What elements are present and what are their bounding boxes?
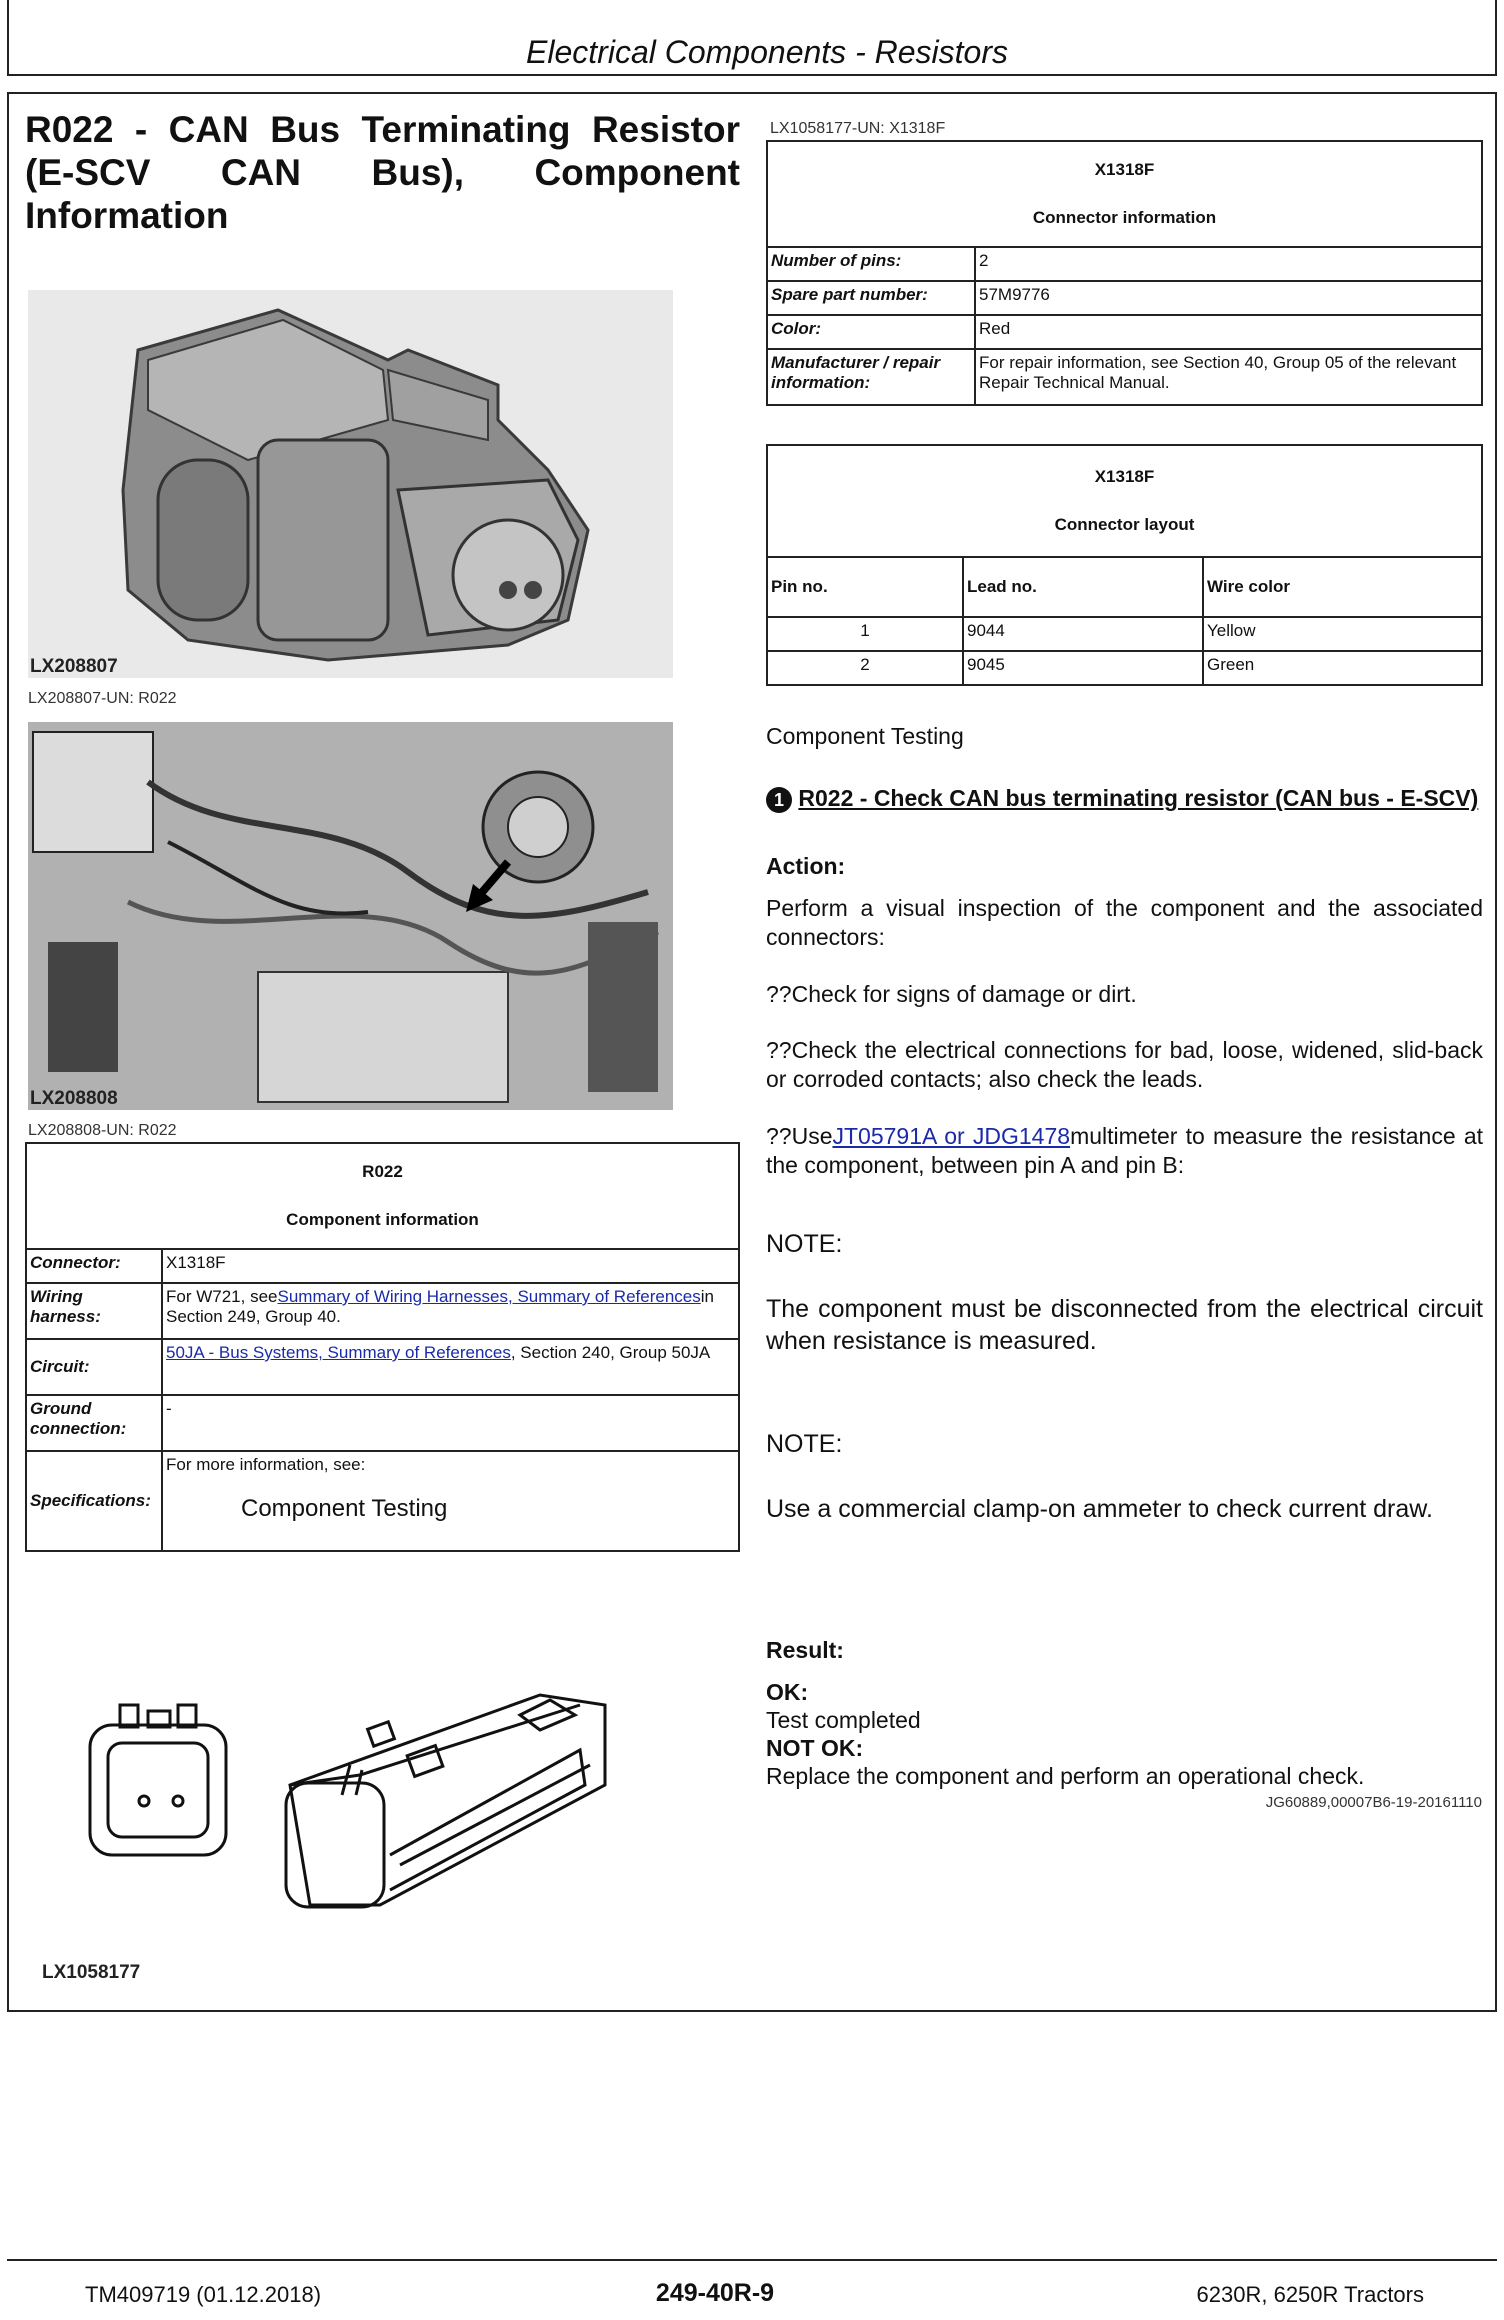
footer-manual-id: TM409719 (01.12.2018): [85, 2282, 322, 2307]
page-header: [7, 0, 1497, 76]
wire-color: Yellow: [1203, 617, 1482, 651]
figure-caption-1: LX208807-UN: R022: [28, 690, 177, 707]
spare-part-value: 57M9776: [975, 281, 1482, 315]
lead-number: 9044: [963, 617, 1203, 651]
figure-label-3: LX1058177: [42, 1962, 141, 1983]
figure-label-2: LX208808: [30, 1088, 118, 1109]
note-1-text: The component must be disconnected from the electrical circuit when resistance is measured.: [766, 1295, 1483, 1355]
column-header-lead: Lead no.: [963, 557, 1203, 617]
bullet-connections: ??Check the electrical connections for bad, loose, widened, slid-back or corroded contacts; also check the leads.: [766, 1037, 1483, 1092]
note-2-label: NOTE:: [766, 1430, 843, 1458]
ok-label: OK:: [766, 1679, 809, 1705]
connector-line-drawing: [60, 1655, 620, 1955]
wiring-harness-link[interactable]: Summary of Wiring Harnesses, Summary of References: [277, 1287, 701, 1306]
reference-code: JG60889,00007B6-19-20161110: [1265, 1794, 1482, 1811]
section-title: Electrical Components - Resistors: [526, 34, 1008, 70]
circuit-post-text: , Section 240, Group 50JA: [510, 1343, 711, 1362]
connector-table-header: [767, 141, 1482, 247]
connector-drawing-illustration: [60, 1655, 620, 1955]
pins-value: 2: [975, 247, 1482, 281]
spec-component-testing: Component Testing: [241, 1495, 448, 1522]
step-title-link[interactable]: R022 - Check CAN bus terminating resistor (CAN bus - E-SCV): [798, 785, 1479, 811]
connector-layout-table: [766, 444, 1483, 686]
action-text: Perform a visual inspection of the component and the associated connectors:: [766, 895, 1483, 950]
connector-photo: [28, 290, 673, 678]
connector-value: X1318F: [162, 1249, 739, 1283]
wiring-pre-text: For W721, see: [166, 1287, 278, 1306]
not-ok-label: NOT OK:: [766, 1735, 864, 1761]
bullet-measure-text: multimeter to measure the resistance at the component, between pin A and pin B:: [766, 1123, 1483, 1178]
layout-table-subtitle: Connector layout: [1054, 515, 1195, 534]
ground-label: Ground connection:: [26, 1395, 162, 1451]
heading-line-3: Information: [25, 195, 229, 236]
layout-table-title: X1318F: [1094, 467, 1155, 486]
spare-part-label: Spare part number:: [767, 281, 975, 315]
table-row: [767, 617, 1482, 651]
step-number-badge: 1: [766, 787, 792, 813]
wiring-label: Wiring harness:: [26, 1283, 162, 1339]
not-ok-text: Replace the component and perform an operational check.: [766, 1763, 1365, 1789]
component-table-header: [26, 1143, 739, 1249]
layout-table-header: [767, 445, 1482, 557]
bullet-multimeter: [766, 1122, 1483, 1180]
pins-label: Number of pins:: [767, 247, 975, 281]
footer-divider: [7, 2259, 1497, 2261]
wire-color: Green: [1203, 651, 1482, 685]
testing-heading: Component Testing: [766, 723, 964, 749]
heading-line-2: (E-SCV CAN Bus), Component: [25, 152, 740, 193]
manufacturer-label: Manufacturer / repair information:: [767, 349, 975, 405]
column-header-wire-color: Wire color: [1203, 557, 1482, 617]
lead-number: 9045: [963, 651, 1203, 685]
connector-render-illustration: [28, 290, 673, 678]
wiring-value: [162, 1283, 739, 1339]
bullet-use-text: ??Use: [766, 1123, 833, 1149]
pin-number: 2: [767, 651, 963, 685]
component-info-table: [25, 1142, 740, 1552]
engine-location-photo: [28, 722, 673, 1110]
component-table-title: R022: [362, 1162, 403, 1181]
page-heading: [25, 108, 740, 237]
connector-table-title: X1318F: [1094, 160, 1155, 179]
circuit-link[interactable]: 50JA - Bus Systems, Summary of References: [166, 1343, 511, 1362]
circuit-value: [162, 1339, 739, 1395]
connector-info-table: [766, 140, 1483, 406]
footer-page-number: 249-40R-9: [655, 2279, 775, 2307]
table-row: [767, 651, 1482, 685]
result-label: Result:: [766, 1637, 844, 1663]
figure-label-1: LX208807: [30, 656, 118, 677]
wiring-post-text: in Section 249, Group 40.: [166, 1287, 714, 1326]
spec-label: Specifications:: [26, 1451, 162, 1551]
step-title: [766, 772, 1483, 824]
circuit-label: Circuit:: [26, 1339, 162, 1395]
connector-table-subtitle: Connector information: [1032, 208, 1217, 227]
multimeter-tool-link[interactable]: JT05791A or JDG1478: [832, 1123, 1071, 1149]
ground-value: -: [162, 1395, 739, 1451]
action-label: Action:: [766, 853, 846, 879]
color-value: Red: [975, 315, 1482, 349]
connector-label: Connector:: [26, 1249, 162, 1283]
note-1-label: NOTE:: [766, 1230, 843, 1258]
right-figure-caption: LX1058177-UN: X1318F: [770, 120, 946, 137]
color-label: Color:: [767, 315, 975, 349]
bullet-damage: ??Check for signs of damage or dirt.: [766, 981, 1137, 1007]
figure-caption-2: LX208808-UN: R022: [28, 1122, 177, 1139]
engine-bay-illustration: [28, 722, 673, 1110]
ok-text: Test completed: [766, 1707, 921, 1733]
footer-model: 6230R, 6250R Tractors: [1196, 2282, 1424, 2307]
manufacturer-value: For repair information, see Section 40, Group 05 of the relevant Repair Technical Manual.: [975, 349, 1482, 405]
spec-line-1: For more information, see:: [166, 1455, 366, 1474]
note-2-text: Use a commercial clamp-on ammeter to check current draw.: [766, 1495, 1433, 1523]
pin-number: 1: [767, 617, 963, 651]
column-header-pin: Pin no.: [767, 557, 963, 617]
component-table-subtitle: Component information: [286, 1210, 479, 1229]
spec-value: [162, 1451, 739, 1551]
heading-line-1: R022 - CAN Bus Terminating Resistor: [25, 109, 740, 150]
